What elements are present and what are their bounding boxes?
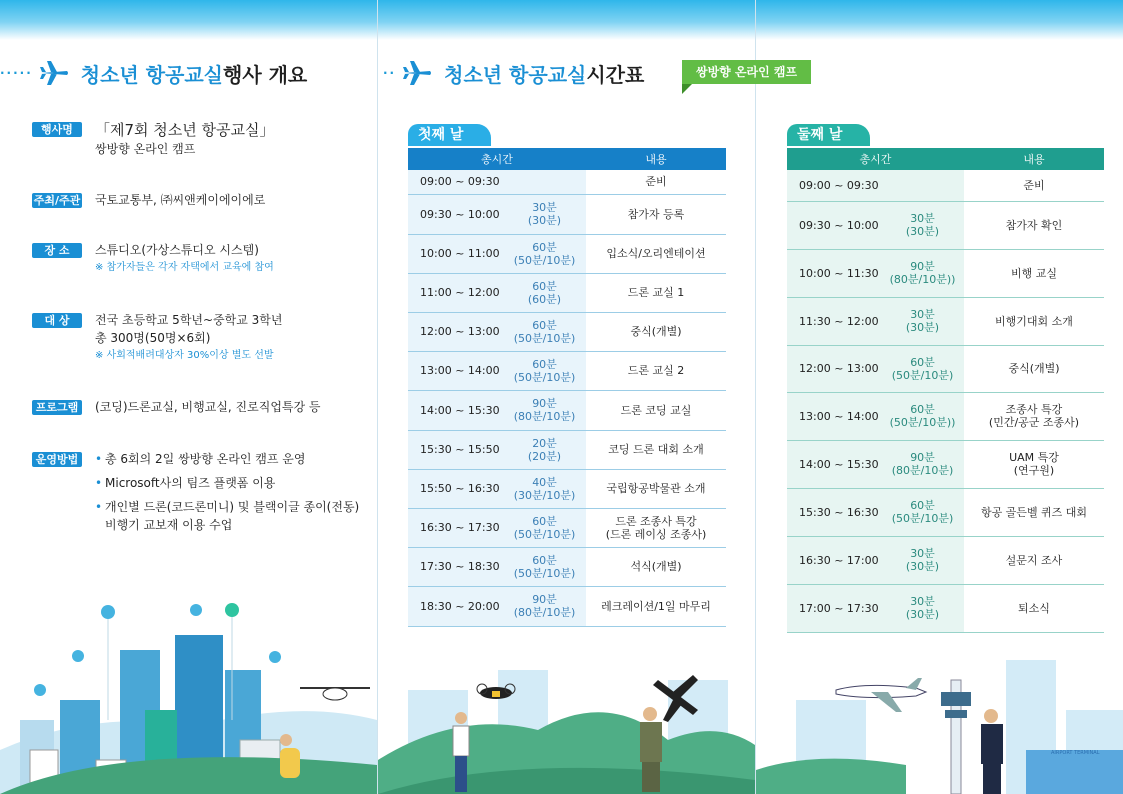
duration-total: 40분 — [532, 475, 557, 489]
day1-schedule-table — [408, 148, 726, 627]
duration-breakdown: (30분) — [527, 214, 562, 227]
venue-line1: 스튜디오(가상스튜디오 시스템) — [95, 243, 259, 257]
schedule-row — [787, 170, 1104, 201]
schedule-row — [787, 440, 1104, 488]
row-time: 11:00 ~ 12:00 — [408, 273, 503, 312]
row-time: 09:30 ~ 10:00 — [787, 201, 881, 249]
row-content — [586, 430, 726, 469]
row-duration — [503, 430, 586, 469]
row-time: 15:30 ~ 16:30 — [787, 488, 881, 536]
operation-bullets — [95, 450, 365, 540]
title-rest: 시간표 — [586, 62, 645, 87]
duration-breakdown: (50분/10분) — [891, 512, 954, 525]
target-value — [95, 311, 282, 365]
duration-total: 60분 — [910, 355, 935, 369]
duration-breakdown: (80분/10분) — [891, 464, 954, 477]
row-duration — [881, 297, 964, 345]
row-duration — [503, 547, 586, 586]
day2-tab: 둘째 날 — [787, 124, 870, 146]
day2-schedule-table — [787, 148, 1104, 633]
row-time: 09:00 ~ 09:30 — [408, 170, 503, 194]
content-text: 코딩 드론 대회 소개 — [608, 443, 704, 456]
row-time: 15:30 ~ 15:50 — [408, 430, 503, 469]
content-text: 설문지 조사 — [1005, 553, 1063, 567]
schedule-row — [408, 351, 726, 390]
bullet-item: • 총 6회의 2일 쌍방향 온라인 캠프 운영 — [95, 452, 306, 466]
content-text: 비행 교실 — [1010, 266, 1057, 280]
row-content — [586, 234, 726, 273]
schedule-row — [408, 430, 726, 469]
title-highlight: 청소년 항공교실 — [444, 62, 587, 87]
row-content — [586, 312, 726, 351]
row-time: 13:00 ~ 14:00 — [787, 392, 881, 440]
row-time: 18:30 ~ 20:00 — [408, 586, 503, 626]
row-time: 12:00 ~ 13:00 — [408, 312, 503, 351]
schedule-row — [787, 201, 1104, 249]
duration-total: 90분 — [910, 451, 935, 464]
content-text: 준비 — [1023, 178, 1045, 192]
venue-note: ※ 참가자들은 각자 자택에서 교육에 참여 — [95, 262, 274, 273]
row-time: 13:00 ~ 14:00 — [408, 351, 503, 390]
content-text: 드론 조종사 특강 — [615, 514, 697, 528]
bullet-item: • Microsoft사의 팀즈 플랫폼 이용 — [95, 476, 276, 490]
duration-total: 60분 — [910, 499, 935, 512]
duration-breakdown: (50분/10분) — [513, 370, 576, 384]
event-name-value — [95, 120, 275, 158]
title-rest: 행사 개요 — [223, 62, 308, 87]
duration-total: 30분 — [532, 201, 557, 214]
duration-breakdown: (30분) — [905, 560, 940, 573]
row-content — [964, 584, 1104, 632]
duration-breakdown: (50분/10분) — [513, 331, 576, 345]
schedule-title — [383, 58, 644, 88]
city-illustration — [0, 600, 377, 794]
row-duration — [503, 351, 586, 390]
row-content — [964, 249, 1104, 297]
event-name-line2: 쌍방향 온라인 캠프 — [95, 142, 196, 156]
content-text: 레크레이션/1일 마무리 — [601, 599, 711, 613]
content-text: 국립항공박물관 소개 — [606, 482, 706, 495]
row-time: 16:30 ~ 17:00 — [787, 536, 881, 584]
duration-breakdown: (20분) — [527, 449, 562, 463]
row-content — [586, 508, 726, 547]
header-content: 내용 — [645, 153, 667, 166]
duration-total: 60분 — [532, 279, 557, 293]
label-host: 주최/주관 — [33, 194, 81, 207]
label-target: 대 상 — [32, 313, 82, 328]
airport-sign: AIRPORT TERMINAL — [1051, 750, 1100, 756]
schedule-row — [787, 392, 1104, 440]
row-duration — [881, 249, 964, 297]
schedule-row — [408, 586, 726, 626]
airplane-icon — [39, 58, 69, 88]
row-duration — [881, 536, 964, 584]
content-text: 참가자 확인 — [1005, 218, 1063, 232]
content-text: 중식(개별) — [630, 325, 682, 338]
content-text: 드론 교실 1 — [627, 286, 685, 299]
content-text: 항공 골든벨 퀴즈 대회 — [980, 505, 1088, 519]
label-operation: 운영방법 — [32, 452, 82, 467]
content-subtext: (드론 레이싱 조종사) — [605, 527, 707, 541]
header-time: 총시간 — [859, 153, 892, 166]
row-content — [964, 170, 1104, 201]
row-duration — [881, 345, 964, 392]
schedule-row — [787, 488, 1104, 536]
content-text: 드론 코딩 교실 — [620, 403, 692, 417]
day1-tab: 첫째 날 — [408, 124, 491, 146]
label-venue: 장 소 — [32, 243, 82, 258]
bullet-item: • 개인별 드론(코드론미니) 및 블랙이글 종이(전동) 비행기 교보재 이용 수업 — [95, 500, 360, 532]
bullet-text: 총 6회의 2일 쌍방향 온라인 캠프 운영 — [105, 452, 306, 466]
duration-breakdown: (30분/10분) — [513, 488, 576, 502]
row-duration — [503, 508, 586, 547]
row-time: 17:00 ~ 17:30 — [787, 584, 881, 632]
airport-illustration — [756, 650, 1123, 794]
row-duration — [503, 390, 586, 430]
schedule-row — [408, 547, 726, 586]
duration-total: 60분 — [532, 514, 557, 528]
schedule-row — [787, 297, 1104, 345]
duration-breakdown: (30분) — [905, 321, 940, 334]
row-content — [586, 390, 726, 430]
title-highlight: 청소년 항공교실 — [80, 62, 223, 87]
content-text: 석식(개별) — [630, 560, 682, 573]
schedule-row — [787, 249, 1104, 297]
schedule-row — [408, 234, 726, 273]
online-camp-badge: 쌍방향 온라인 캠프 — [682, 60, 811, 84]
airplane-icon — [402, 58, 432, 88]
row-content — [586, 469, 726, 508]
duration-breakdown: (50분/10분) — [513, 253, 576, 267]
duration-total: 60분 — [532, 553, 557, 567]
duration-breakdown: (30분) — [905, 225, 940, 238]
content-text: 중식(개별) — [1008, 362, 1060, 375]
row-content — [586, 547, 726, 586]
content-text: 퇴소식 — [1018, 601, 1050, 615]
duration-total: 30분 — [910, 212, 935, 225]
row-content — [964, 488, 1104, 536]
duration-total: 90분 — [910, 260, 935, 273]
content-subtext: (민간/공군 조종사) — [988, 416, 1080, 429]
content-text: 드론 교실 2 — [627, 364, 685, 377]
row-duration — [881, 392, 964, 440]
content-text: 비행기대회 소개 — [995, 314, 1073, 328]
row-time: 15:50 ~ 16:30 — [408, 469, 503, 508]
schedule-row — [408, 469, 726, 508]
row-duration — [503, 194, 586, 234]
row-duration — [503, 586, 586, 626]
row-content — [586, 351, 726, 390]
dots-decor: ····· — [0, 66, 33, 80]
duration-breakdown: (80분/10분) — [513, 410, 576, 423]
schedule-row — [787, 536, 1104, 584]
row-duration — [503, 234, 586, 273]
row-time: 09:00 ~ 09:30 — [787, 170, 881, 201]
program-value: (코딩)드론교실, 비행교실, 진로직업특강 등 — [95, 400, 321, 414]
duration-total: 30분 — [910, 595, 935, 608]
header-content: 내용 — [1023, 153, 1045, 166]
host-value: 국토교통부, ㈜씨앤케이에이에로 — [95, 193, 266, 207]
bullet-text: 개인별 드론(코드론미니) 및 블랙이글 종이(전동) 비행기 교보재 이용 수업 — [105, 500, 360, 532]
event-name-line1: 「제7회 청소년 항공교실」 — [95, 121, 275, 139]
row-duration — [881, 201, 964, 249]
row-content — [964, 536, 1104, 584]
row-time: 14:00 ~ 15:30 — [787, 440, 881, 488]
duration-total: 90분 — [532, 397, 557, 410]
duration-total: 60분 — [532, 240, 557, 254]
row-duration — [881, 440, 964, 488]
row-time: 10:00 ~ 11:30 — [787, 249, 881, 297]
duration-breakdown: (50분/10분)) — [889, 416, 956, 429]
dots-decor: ·· — [383, 66, 397, 80]
schedule-row — [408, 508, 726, 547]
content-text: UAM 특강 — [1009, 451, 1059, 464]
target-line1: 전국 초등학교 5학년~중학교 3학년 — [95, 313, 283, 327]
content-text: 입소식/오리엔테이션 — [606, 247, 706, 260]
duration-breakdown: (60분) — [527, 292, 562, 306]
row-duration — [881, 584, 964, 632]
top-gradient-band — [0, 0, 1123, 40]
schedule-row — [787, 345, 1104, 392]
duration-breakdown: (30분) — [905, 608, 940, 621]
row-duration — [881, 170, 964, 201]
row-duration — [503, 312, 586, 351]
duration-total: 60분 — [910, 403, 935, 416]
row-duration — [503, 170, 586, 194]
content-subtext: (연구원) — [1013, 464, 1055, 477]
schedule-row — [408, 170, 726, 194]
row-content — [964, 297, 1104, 345]
duration-total: 20분 — [532, 436, 557, 450]
duration-breakdown: (50분/10분) — [891, 368, 954, 382]
row-time: 16:30 ~ 17:30 — [408, 508, 503, 547]
row-time: 11:30 ~ 12:00 — [787, 297, 881, 345]
duration-total: 30분 — [910, 308, 935, 321]
duration-breakdown: (50분/10분) — [513, 527, 576, 541]
venue-value — [95, 241, 274, 277]
row-time: 12:00 ~ 13:00 — [787, 345, 881, 392]
duration-total: 30분 — [910, 547, 935, 560]
schedule-row — [408, 390, 726, 430]
bullet-text: Microsoft사의 팀즈 플랫폼 이용 — [105, 476, 276, 490]
duration-breakdown: (50분/10분) — [513, 566, 576, 580]
row-time: 17:30 ~ 18:30 — [408, 547, 503, 586]
row-content — [964, 392, 1104, 440]
row-duration — [503, 273, 586, 312]
duration-breakdown: (80분/10분)) — [889, 273, 956, 286]
pilot-scene-illustration — [378, 650, 755, 794]
overview-title — [0, 58, 307, 88]
row-content — [586, 170, 726, 194]
content-text: 참가자 등록 — [627, 207, 685, 221]
row-duration — [503, 469, 586, 508]
row-time: 10:00 ~ 11:00 — [408, 234, 503, 273]
duration-breakdown: (80분/10분) — [513, 606, 576, 619]
header-time: 총시간 — [481, 153, 513, 166]
row-content — [586, 586, 726, 626]
row-content — [964, 201, 1104, 249]
schedule-row — [787, 584, 1104, 632]
duration-total: 60분 — [532, 357, 557, 371]
target-note: ※ 사회적배려대상자 30%이상 별도 선발 — [95, 350, 274, 361]
label-event-name: 행사명 — [32, 122, 82, 137]
duration-total: 90분 — [532, 593, 557, 606]
row-content — [964, 440, 1104, 488]
row-content — [586, 273, 726, 312]
schedule-row — [408, 194, 726, 234]
row-content — [964, 345, 1104, 392]
row-time: 09:30 ~ 10:00 — [408, 194, 503, 234]
schedule-row — [408, 312, 726, 351]
content-text: 조종사 특강 — [1005, 403, 1063, 416]
duration-total: 60분 — [532, 318, 557, 332]
content-text: 준비 — [645, 175, 667, 189]
row-time: 14:00 ~ 15:30 — [408, 390, 503, 430]
label-program: 프로그램 — [32, 400, 82, 415]
schedule-row — [408, 273, 726, 312]
row-content — [586, 194, 726, 234]
target-line2: 총 300명(50명×6회) — [95, 331, 211, 345]
row-duration — [881, 488, 964, 536]
